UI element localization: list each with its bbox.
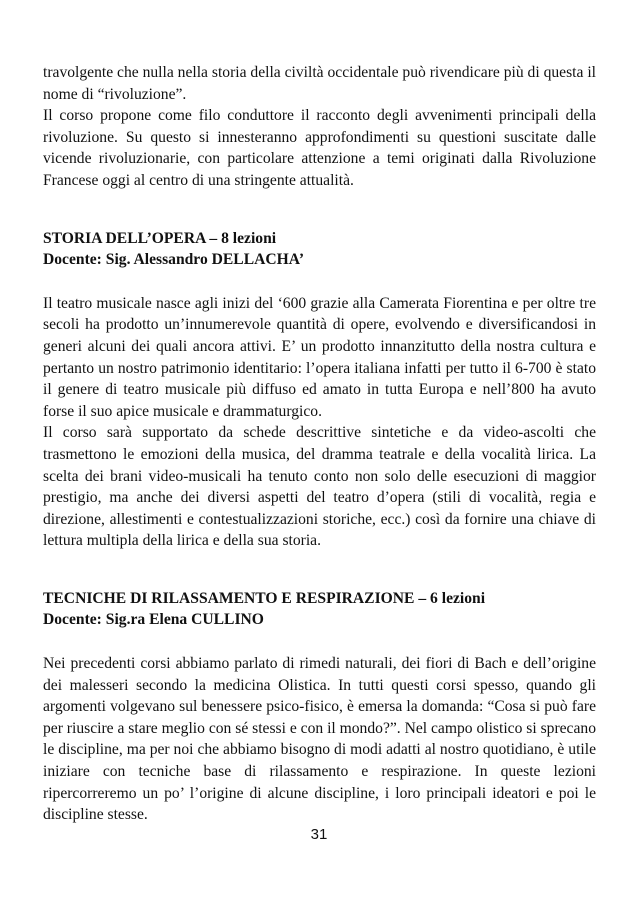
intro-paragraph-1: travolgente che nulla nella storia della civiltà occidentale può rivendicare più di questa il nome di “rivoluzione”. — [43, 64, 596, 103]
relax-paragraph-1: Nei precedenti corsi abbiamo parlato di rimedi naturali, dei fiori di Bach e dell’origine dei malesseri secondo la medicina Olistica. In tutti questi corsi spesso, quando gli argomenti volgevano sul benessere psico-fisico, è emersa la domanda: “Cosa si può fare per riuscire a stare meglio con sé stessi e con il mondo?”. Nel campo olistico si sprecano le discipline, ma per noi che abbiamo bisogno di modi adatti al nostro quotidiano, è utile iniziare con tecniche base di rilassamento e respirazione. In queste lezioni ripercorreremo un po’ l’origine di alcune discipline, i loro principali ideatori e poi le discipline stesse. — [43, 655, 596, 824]
page-content — [43, 62, 596, 826]
relax-section-teacher: Docente: Sig.ra Elena CULLINO — [43, 611, 264, 629]
page-number: 31 — [310, 826, 328, 843]
heading-gap — [43, 631, 596, 653]
opera-paragraph-1: Il teatro musicale nasce agli inizi del ‘600 grazie alla Camerata Fiorentina e per oltre tre secoli ha prodotto un’innumerevole quantità di opere, evolvendo e diversificandosi in generi alcuni dei quali ancora attivi. E’ un prodotto innanzitutto della nostra cultura e pertanto un nostro patrimonio identitario: l’opera italiana infatti per tutto il 6-700 è stato il genere di teatro musicale più diffuso ed amato in tutta Europa e nell’800 ha avuto forse il suo apice musicale e drammaturgico. — [43, 294, 596, 420]
opera-section-title: STORIA DELL’OPERA – 8 lezioni — [43, 229, 277, 247]
relax-section-title: TECNICHE DI RILASSAMENTO E RESPIRAZIONE – 6 lezioni — [43, 589, 486, 607]
opera-paragraph-2: Il corso sarà supportato da schede descrittive sintetiche e da video-ascolti che trasmettono le emozioni della musica, del dramma teatrale e della vocalità lirica. La scelta dei brani video-musicali ha tenuto conto non solo delle esecuzioni di maggior prestigio, ma anche dei diversi aspetti del teatro d’opera (stili di vocalità, regia e direzione, allestimenti e contestualizzazioni storiche, ecc.) così da fornire una chiave di lettura multipla della lirica e della sua storia. — [43, 424, 596, 550]
section-gap — [43, 192, 596, 228]
opera-section-teacher: Docente: Sig. Alessandro DELLACHA’ — [43, 251, 305, 269]
intro-paragraph-2: Il corso propone come filo conduttore il racconto degli avvenimenti principali della rivoluzione. Su questo si innesteranno approfondimenti su questioni suscitate dalle vicende rivoluzionarie, con particolare attenzione a temi originati dalla Rivoluzione Francese oggi al centro di una stringente attualità. — [43, 107, 596, 189]
heading-gap — [43, 271, 596, 293]
section-gap — [43, 552, 596, 588]
